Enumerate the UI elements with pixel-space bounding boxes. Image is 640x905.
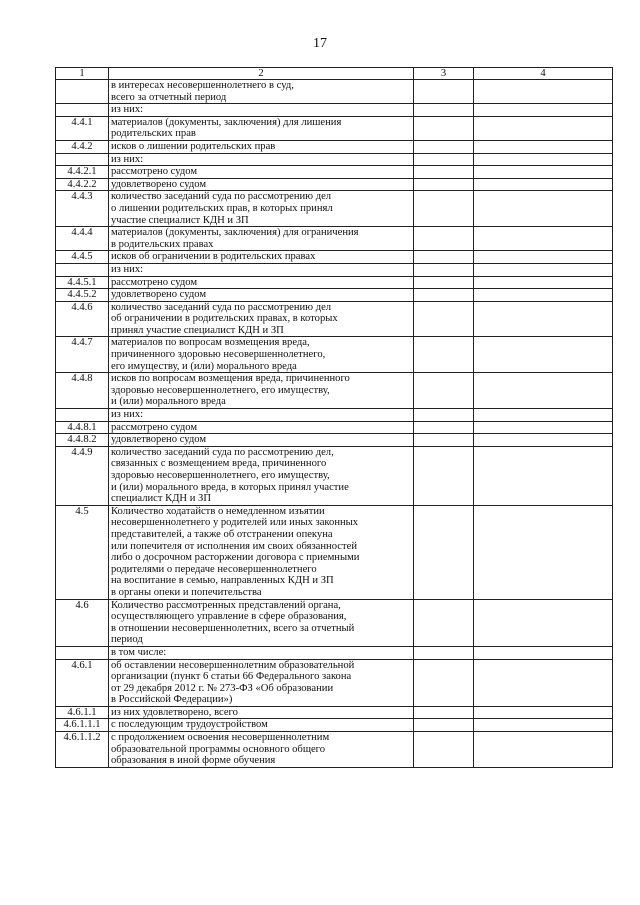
- row-number-cell: 4.4.5.1: [56, 276, 109, 289]
- column-4-cell: [474, 191, 613, 227]
- row-number-cell: 4.5: [56, 505, 109, 599]
- table-row: [56, 446, 613, 505]
- column-header: 3: [414, 68, 474, 80]
- column-4-cell: [474, 434, 613, 447]
- column-3-cell: [414, 153, 474, 166]
- table-row: [56, 116, 613, 140]
- report-table: [55, 67, 613, 768]
- row-text-cell: из них:: [109, 104, 414, 117]
- page-number: 17: [313, 36, 327, 51]
- column-4-cell: [474, 373, 613, 409]
- table-row: [56, 140, 613, 153]
- row-text-cell: из них:: [109, 153, 414, 166]
- row-text-cell: исков о лишении родительских прав: [109, 140, 414, 153]
- column-3-cell: [414, 104, 474, 117]
- column-3-cell: [414, 719, 474, 732]
- column-3-cell: [414, 659, 474, 706]
- row-text-cell: с последующим трудоустройством: [109, 719, 414, 732]
- table-row: [56, 732, 613, 768]
- row-text-cell: исков об ограничении в родительских правах: [109, 251, 414, 264]
- column-4-cell: [474, 80, 613, 104]
- column-4-cell: [474, 706, 613, 719]
- column-3-cell: [414, 166, 474, 179]
- row-number-cell: 4.6: [56, 599, 109, 646]
- table-row: [56, 227, 613, 251]
- column-3-cell: [414, 80, 474, 104]
- table-row: [56, 191, 613, 227]
- table-row: [56, 153, 613, 166]
- column-4-cell: [474, 153, 613, 166]
- column-4-cell: [474, 719, 613, 732]
- table-row: [56, 263, 613, 276]
- column-header: 4: [474, 68, 613, 80]
- row-number-cell: 4.4.2: [56, 140, 109, 153]
- table-row: [56, 178, 613, 191]
- row-number-cell: 4.4.5.2: [56, 289, 109, 302]
- row-number-cell: 4.4.3: [56, 191, 109, 227]
- column-3-cell: [414, 276, 474, 289]
- row-number-cell: [56, 153, 109, 166]
- column-3-cell: [414, 421, 474, 434]
- column-4-cell: [474, 178, 613, 191]
- column-4-cell: [474, 251, 613, 264]
- table-row: [56, 421, 613, 434]
- column-4-cell: [474, 140, 613, 153]
- row-text-cell: количество заседаний суда по рассмотрению дел, связанных с возмещением вреда, причиненного здоровью несовершеннолетнего, его имуществу, и (или) морального вреда, в которых принял участие специалист КДН и ЗП: [109, 446, 414, 505]
- table-row: [56, 337, 613, 373]
- column-4-cell: [474, 263, 613, 276]
- row-text-cell: из них:: [109, 263, 414, 276]
- column-3-cell: [414, 301, 474, 337]
- table-row: [56, 409, 613, 422]
- row-number-cell: 4.4.8.1: [56, 421, 109, 434]
- row-text-cell: рассмотрено судом: [109, 276, 414, 289]
- column-4-cell: [474, 301, 613, 337]
- table-row: [56, 251, 613, 264]
- row-text-cell: рассмотрено судом: [109, 421, 414, 434]
- row-text-cell: исков по вопросам возмещения вреда, причиненного здоровью несовершеннолетнего, его имуществу, и (или) морального вреда: [109, 373, 414, 409]
- column-3-cell: [414, 732, 474, 768]
- column-4-cell: [474, 227, 613, 251]
- row-text-cell: из них:: [109, 409, 414, 422]
- table-row: [56, 301, 613, 337]
- row-number-cell: [56, 104, 109, 117]
- table-row: [56, 80, 613, 104]
- row-number-cell: [56, 263, 109, 276]
- column-3-cell: [414, 646, 474, 659]
- row-text-cell: Количество рассмотренных представлений органа, осуществляющего управление в сфере образования, в отношении несовершеннолетних, всего за отчетный период: [109, 599, 414, 646]
- table-row: [56, 104, 613, 117]
- column-4-cell: [474, 116, 613, 140]
- row-text-cell: материалов по вопросам возмещения вреда, причиненного здоровью несовершеннолетнего, его имуществу, и (или) морального вреда: [109, 337, 414, 373]
- row-number-cell: 4.4.6: [56, 301, 109, 337]
- table-row: [56, 505, 613, 599]
- column-4-cell: [474, 446, 613, 505]
- row-text-cell: удовлетворено судом: [109, 289, 414, 302]
- column-4-cell: [474, 289, 613, 302]
- row-text-cell: количество заседаний суда по рассмотрению дел об ограничении в родительских правах, в которых принял участие специалист КДН и ЗП: [109, 301, 414, 337]
- table-row: [56, 276, 613, 289]
- row-number-cell: 4.4.4: [56, 227, 109, 251]
- row-text-cell: материалов (документы, заключения) для лишения родительских прав: [109, 116, 414, 140]
- row-number-cell: [56, 80, 109, 104]
- row-text-cell: количество заседаний суда по рассмотрению дел о лишении родительских прав, в которых принял участие специалист КДН и ЗП: [109, 191, 414, 227]
- column-3-cell: [414, 116, 474, 140]
- column-4-cell: [474, 276, 613, 289]
- table-row: [56, 659, 613, 706]
- row-number-cell: 4.6.1.1.1: [56, 719, 109, 732]
- column-4-cell: [474, 505, 613, 599]
- table-row: [56, 706, 613, 719]
- column-3-cell: [414, 373, 474, 409]
- table-row: [56, 289, 613, 302]
- column-3-cell: [414, 505, 474, 599]
- row-number-cell: 4.4.9: [56, 446, 109, 505]
- row-text-cell: удовлетворено судом: [109, 178, 414, 191]
- column-4-cell: [474, 104, 613, 117]
- column-3-cell: [414, 191, 474, 227]
- column-4-cell: [474, 659, 613, 706]
- column-4-cell: [474, 337, 613, 373]
- column-3-cell: [414, 337, 474, 373]
- column-3-cell: [414, 446, 474, 505]
- table-row: [56, 373, 613, 409]
- column-3-cell: [414, 599, 474, 646]
- column-3-cell: [414, 140, 474, 153]
- table-row: [56, 434, 613, 447]
- row-number-cell: 4.4.5: [56, 251, 109, 264]
- header-row: [56, 68, 613, 80]
- row-number-cell: 4.4.2.2: [56, 178, 109, 191]
- row-number-cell: 4.6.1.1: [56, 706, 109, 719]
- table-row: [56, 719, 613, 732]
- column-4-cell: [474, 421, 613, 434]
- table-row: [56, 166, 613, 179]
- column-3-cell: [414, 178, 474, 191]
- row-number-cell: 4.4.1: [56, 116, 109, 140]
- column-3-cell: [414, 263, 474, 276]
- row-number-cell: 4.4.7: [56, 337, 109, 373]
- column-4-cell: [474, 646, 613, 659]
- row-number-cell: 4.4.8.2: [56, 434, 109, 447]
- column-3-cell: [414, 409, 474, 422]
- row-number-cell: 4.6.1.1.2: [56, 732, 109, 768]
- column-3-cell: [414, 227, 474, 251]
- row-number-cell: 4.6.1: [56, 659, 109, 706]
- table-row: [56, 646, 613, 659]
- column-header: 2: [109, 68, 414, 80]
- row-text-cell: Количество ходатайств о немедленном изъятии несовершеннолетнего у родителей или иных законных представителей, а также об отстранении опекуна или попечителя от исполнения им своих обязанностей либо о досрочном расторжении договора с приемными родителями о передаче несовершеннолетнего на воспитание в семью, направленных КДН и ЗП в органы опеки и попечительства: [109, 505, 414, 599]
- row-text-cell: с продолжением освоения несовершеннолетним образовательной программы основного общего образования в иной форме обучения: [109, 732, 414, 768]
- row-number-cell: [56, 646, 109, 659]
- column-header: 1: [56, 68, 109, 80]
- row-number-cell: 4.4.8: [56, 373, 109, 409]
- column-4-cell: [474, 409, 613, 422]
- column-4-cell: [474, 166, 613, 179]
- row-text-cell: удовлетворено судом: [109, 434, 414, 447]
- row-number-cell: 4.4.2.1: [56, 166, 109, 179]
- row-text-cell: в том числе:: [109, 646, 414, 659]
- row-text-cell: материалов (документы, заключения) для ограничения в родительских правах: [109, 227, 414, 251]
- column-4-cell: [474, 599, 613, 646]
- table-row: [56, 599, 613, 646]
- row-text-cell: рассмотрено судом: [109, 166, 414, 179]
- column-3-cell: [414, 706, 474, 719]
- row-text-cell: из них удовлетворено, всего: [109, 706, 414, 719]
- row-text-cell: об оставлении несовершеннолетним образовательной организации (пункт 6 статьи 66 Федерального закона от 29 декабря 2012 г. № 273-ФЗ «Об образовании в Российской Федерации»): [109, 659, 414, 706]
- column-3-cell: [414, 251, 474, 264]
- column-4-cell: [474, 732, 613, 768]
- row-text-cell: в интересах несовершеннолетнего в суд, всего за отчетный период: [109, 80, 414, 104]
- column-3-cell: [414, 289, 474, 302]
- column-3-cell: [414, 434, 474, 447]
- row-number-cell: [56, 409, 109, 422]
